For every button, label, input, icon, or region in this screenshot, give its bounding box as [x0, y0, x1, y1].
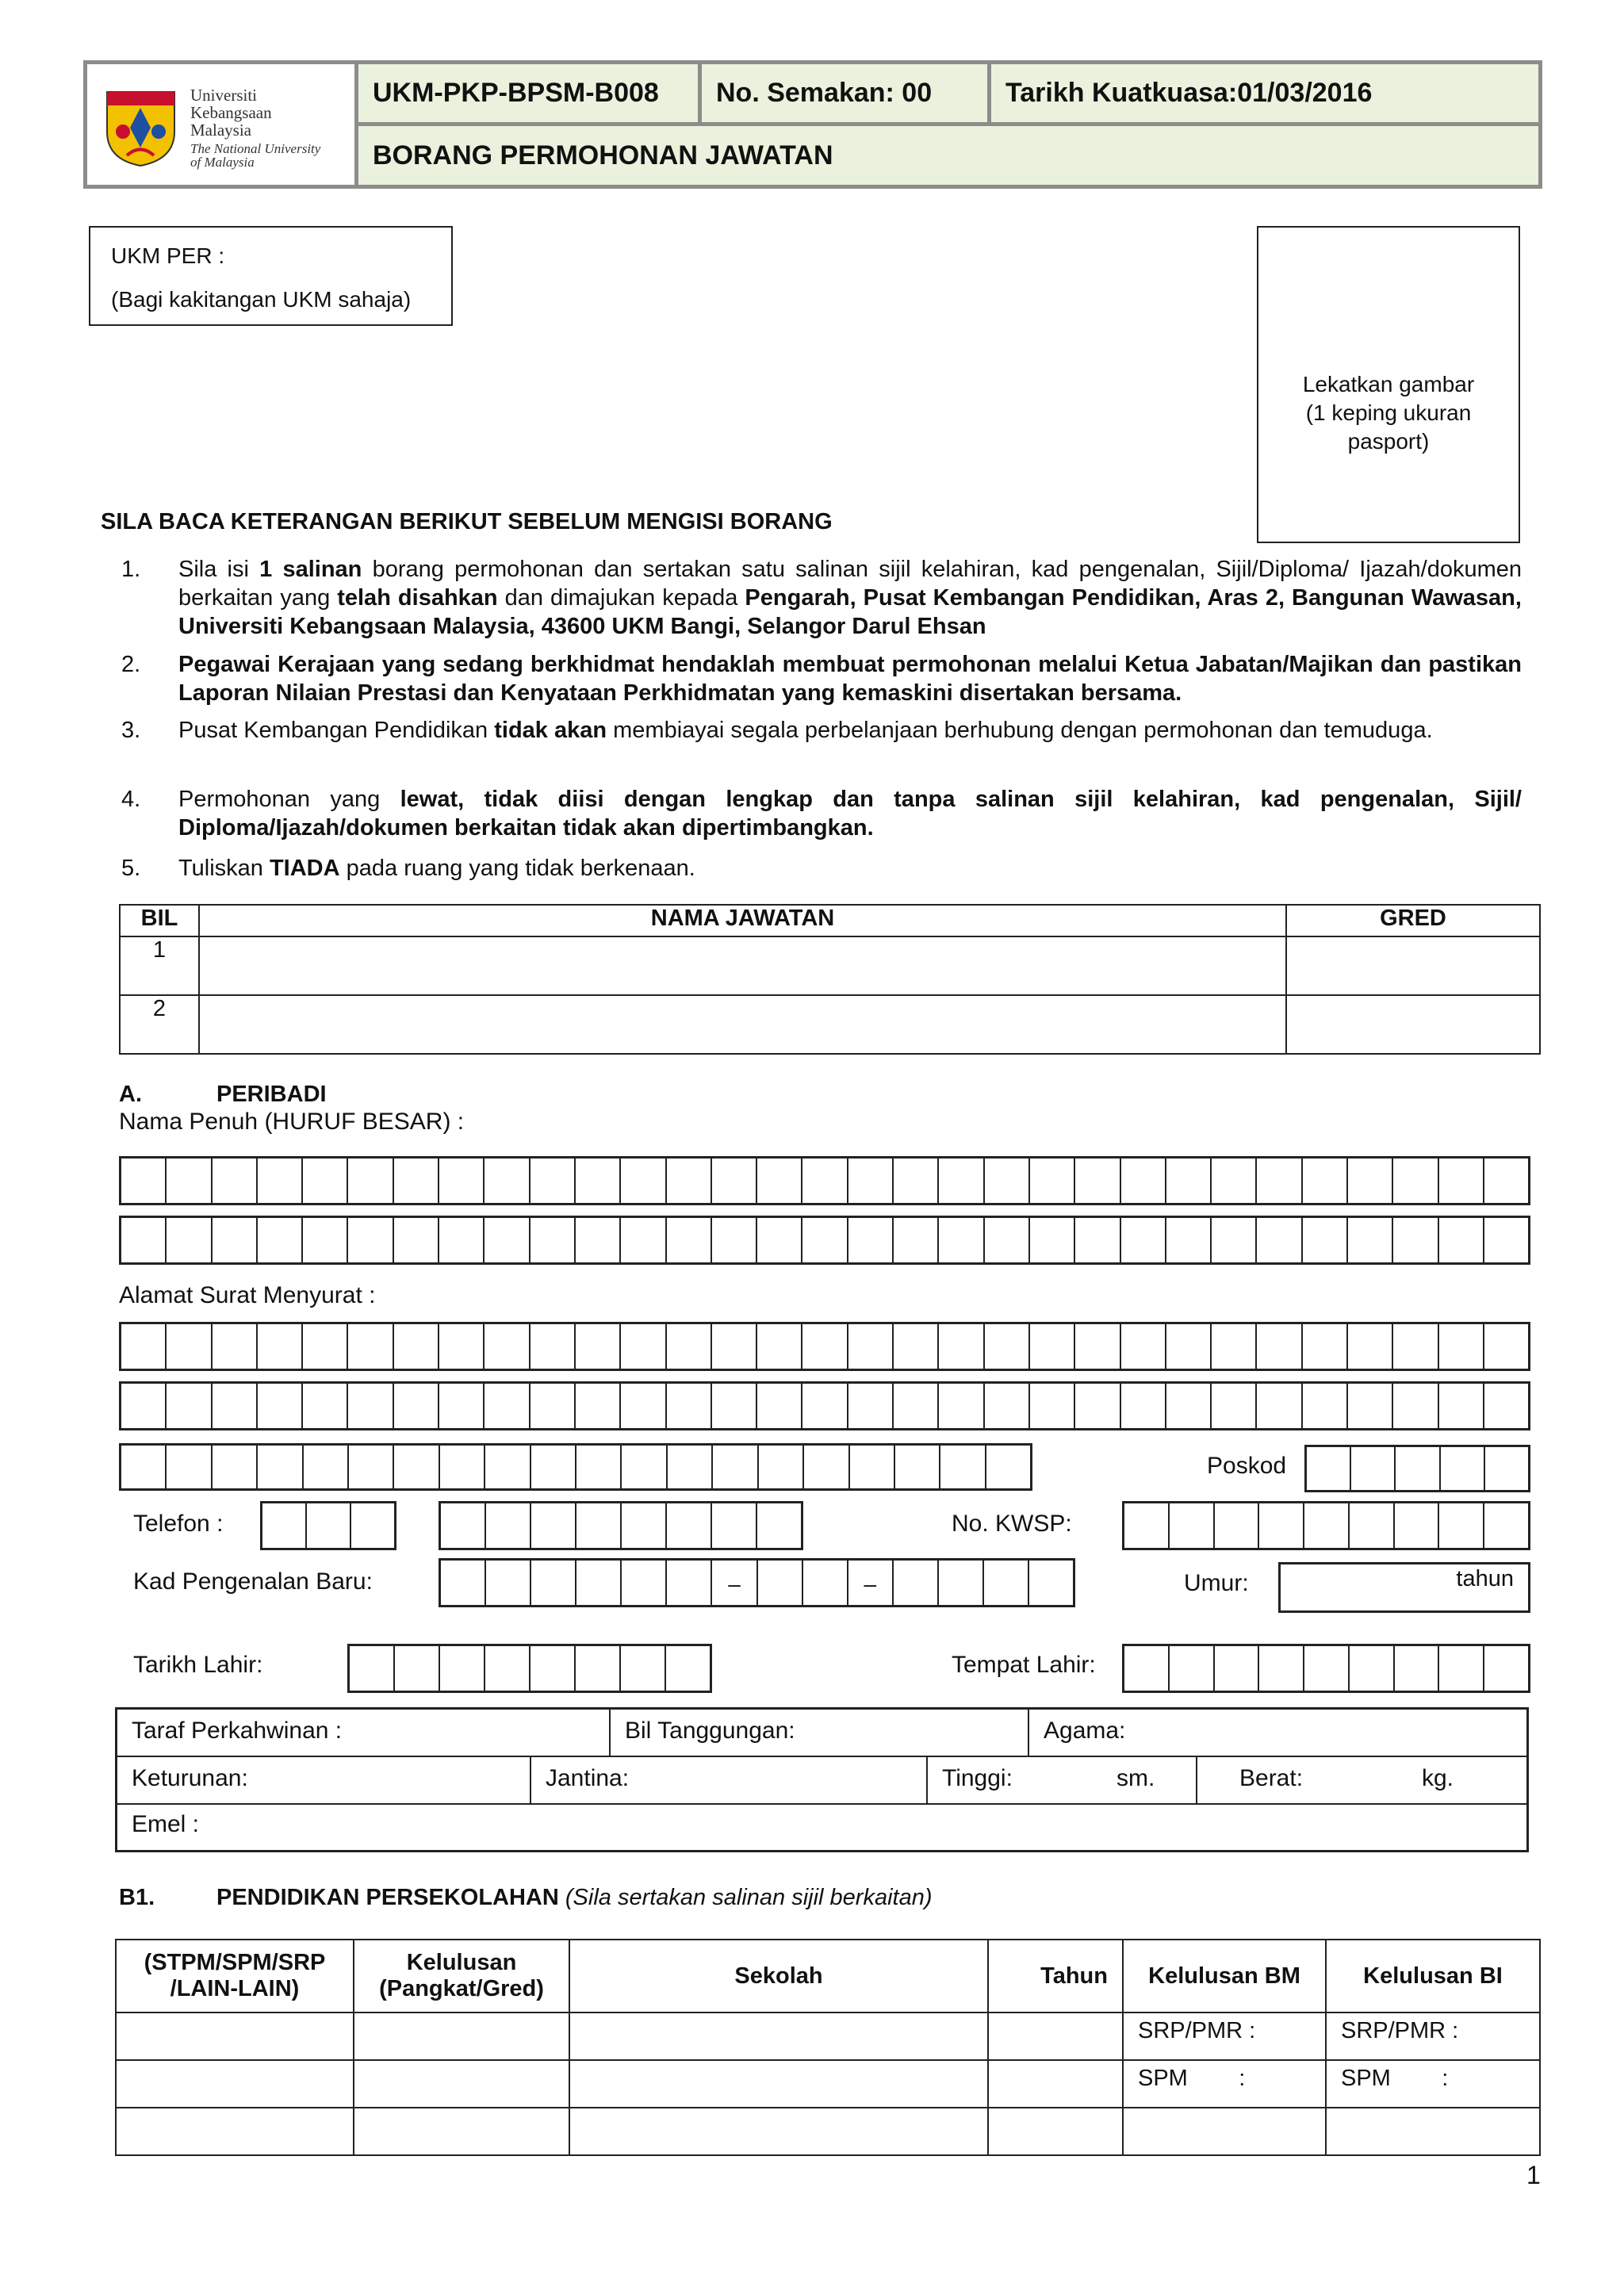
height-unit: sm.: [1116, 1765, 1155, 1791]
item-1-bold-2: telah disahkan: [337, 585, 498, 611]
staff-box-line2: (Bagi kakitangan UKM sahaja): [111, 287, 412, 312]
instruction-item-2: Pegawai Kerajaan yang sedang berkhidmat hendaklah membuat permohonan melalui Ketua Jabatan/Majikan dan pastikan Laporan Nilaian Prestasi dan Kenyataan Perkhidmatan yang kemaskini disertakan bersama.: [178, 652, 1522, 706]
year-cell[interactable]: [988, 2108, 1123, 2155]
logo-text: [190, 86, 320, 169]
item-5-text: Tuliskan: [178, 856, 270, 881]
dependents-label: Bil Tanggungan:: [625, 1718, 795, 1744]
header-c2a: Kelulusan: [406, 1950, 517, 1975]
result-cell[interactable]: [354, 2060, 569, 2108]
section-a-title: PERIBADI: [216, 1082, 327, 1107]
bm-spm-cell[interactable]: SPM :: [1123, 2060, 1326, 2108]
photo-box: [1257, 226, 1520, 543]
col-bil: BIL: [120, 905, 199, 936]
bi-srp-cell[interactable]: SRP/PMR :: [1326, 2013, 1540, 2060]
logo-area: [87, 64, 354, 185]
section-b1-letter: B1.: [119, 1885, 155, 1910]
ic-number-input[interactable]: [439, 1558, 1075, 1607]
dob-input[interactable]: [347, 1644, 712, 1693]
item-5-number: 5.: [121, 856, 141, 881]
age-input[interactable]: [1278, 1562, 1530, 1613]
year-cell[interactable]: [988, 2060, 1123, 2108]
email-label: Emel :: [132, 1811, 200, 1837]
ic-dash-2: –: [848, 1561, 894, 1605]
instructions-heading: SILA BACA KETERANGAN BERIKUT SEBELUM MENGISI BORANG: [101, 509, 833, 534]
phone-prefix-input[interactable]: [260, 1501, 396, 1550]
row-number: 1: [120, 936, 199, 995]
grade-cell[interactable]: [1286, 936, 1540, 995]
col-result: [354, 1940, 569, 2013]
logo-line-4: The National University: [190, 141, 321, 156]
item-1-bold: 1 salinan: [259, 557, 362, 582]
logo-line-2: Kebangsaan: [190, 103, 272, 122]
phone-label: Telefon :: [133, 1511, 224, 1537]
result-cell[interactable]: [354, 2013, 569, 2060]
full-name-line-2[interactable]: [119, 1216, 1530, 1265]
section-b1-title: PENDIDIKAN PERSEKOLAHAN: [216, 1885, 559, 1910]
section-b1-heading: [216, 1883, 933, 1912]
item-3-text: Pusat Kembangan Pendidikan: [178, 718, 495, 743]
row-number: 2: [120, 995, 199, 1054]
table-row: [116, 2060, 1540, 2108]
dob-label: Tarikh Lahir:: [133, 1652, 263, 1678]
bm-srp-cell[interactable]: SRP/PMR :: [1123, 2013, 1326, 2060]
photo-line1: Lekatkan gambar: [1302, 372, 1475, 396]
table-row: [120, 936, 1540, 995]
photo-line2: (1 keping ukuran: [1305, 400, 1472, 425]
school-cell[interactable]: [569, 2013, 988, 2060]
ukm-crest-icon: [103, 88, 178, 167]
item-3-number: 3.: [121, 718, 141, 743]
col-gred: GRED: [1286, 905, 1540, 936]
weight-unit: kg.: [1422, 1765, 1454, 1791]
address-line-3[interactable]: [119, 1443, 1032, 1491]
personal-details-grid: [115, 1707, 1529, 1852]
job-name-cell[interactable]: [199, 936, 1286, 995]
logo-line-1: Universiti: [190, 86, 257, 105]
staff-box-line1: UKM PER :: [111, 243, 225, 268]
form-title: BORANG PERMOHONAN JAWATAN: [358, 126, 1538, 185]
grade-cell[interactable]: [1286, 995, 1540, 1054]
staff-box: [89, 226, 453, 326]
item-1-text-3: dan dimajukan kepada: [497, 585, 745, 611]
bi-spm-cell[interactable]: SPM :: [1326, 2060, 1540, 2108]
qualification-cell[interactable]: [116, 2060, 354, 2108]
col-year: Tahun: [988, 1940, 1123, 2013]
postcode-label: Poskod: [1207, 1453, 1287, 1479]
job-table: [119, 904, 1541, 1055]
instruction-item-4: [178, 785, 1522, 842]
item-3-text-2: membiayai segala perbelanjaan berhubung dengan permohonan dan temuduga.: [607, 718, 1433, 743]
logo-line-5: of Malaysia: [190, 155, 255, 170]
item-5-text-2: pada ruang yang tidak berkenaan.: [339, 856, 695, 881]
gender-label: Jantina:: [546, 1765, 630, 1791]
pob-input[interactable]: [1122, 1644, 1530, 1693]
weight-label: Berat:: [1239, 1765, 1304, 1791]
item-1-text: Sila isi: [178, 557, 260, 582]
table-row: [116, 2013, 1540, 2060]
ic-label: Kad Pengenalan Baru:: [133, 1568, 373, 1595]
col-school: Sekolah: [569, 1940, 988, 2013]
address-line-2[interactable]: [119, 1381, 1530, 1430]
form-header: [83, 60, 1542, 189]
height-label: Tinggi:: [942, 1765, 1013, 1791]
form-code: UKM-PKP-BPSM-B008: [358, 64, 698, 122]
full-name-label: Nama Penuh (HURUF BESAR) :: [119, 1109, 465, 1135]
postcode-input[interactable]: [1304, 1445, 1530, 1492]
logo-line-3: Malaysia: [190, 121, 251, 140]
header-c1a: (STPM/SPM/SRP: [144, 1950, 326, 1975]
effective-date: Tarikh Kuatkuasa:01/03/2016: [991, 64, 1538, 122]
address-line-1[interactable]: [119, 1322, 1530, 1371]
col-nama-jawatan: NAMA JAWATAN: [199, 905, 1286, 936]
col-qualification-type: [116, 1940, 354, 2013]
page-number: 1: [1526, 2161, 1541, 2189]
section-b1-note: (Sila sertakan salinan sijil berkaitan): [565, 1885, 933, 1910]
age-label: Umur:: [1184, 1570, 1249, 1596]
qualification-cell[interactable]: [116, 2013, 354, 2060]
kwsp-input[interactable]: [1122, 1501, 1530, 1550]
marital-status-label: Taraf Perkahwinan :: [132, 1718, 343, 1744]
table-row: [116, 2108, 1540, 2155]
col-bi: Kelulusan BI: [1326, 1940, 1540, 2013]
age-unit: tahun: [1456, 1566, 1514, 1591]
qualification-cell[interactable]: [116, 2108, 354, 2155]
col-bm: Kelulusan BM: [1123, 1940, 1326, 2013]
header-c1b: /LAIN-LAIN): [170, 1976, 300, 2001]
school-cell[interactable]: [569, 2060, 988, 2108]
item-4-bold: lewat, tidak diisi dengan lengkap dan tanpa salinan sijil kelahiran, kad pengenalan, Sijil/ Diploma/Ijazah/dokumen berkaitan tidak akan dipertimbangkan.: [178, 787, 1522, 841]
instruction-item-3: [178, 716, 1522, 745]
item-3-bold: tidak akan: [494, 718, 607, 743]
item-1-bold-3: Pengarah, Pusat Kembangan Pendidikan, Aras 2, Bangunan Wawasan, Universiti Kebangsaan Malaysia, 43600 UKM Bangi, Selangor Darul Ehsan: [178, 585, 1522, 639]
kwsp-label: No. KWSP:: [952, 1511, 1072, 1537]
year-cell[interactable]: [988, 2013, 1123, 2060]
photo-line3: pasport): [1347, 429, 1430, 454]
section-a-letter: A.: [119, 1082, 142, 1107]
result-cell[interactable]: [354, 2108, 569, 2155]
table-row: [120, 995, 1540, 1054]
item-5-bold: TIADA: [269, 856, 340, 881]
instruction-item-1: [178, 555, 1522, 641]
race-label: Keturunan:: [132, 1765, 248, 1791]
item-2-number: 2.: [121, 652, 141, 677]
religion-label: Agama:: [1044, 1718, 1126, 1744]
header-c2b: (Pangkat/Gred): [379, 1976, 544, 2001]
item-1-number: 1.: [121, 557, 141, 582]
pob-label: Tempat Lahir:: [952, 1652, 1096, 1678]
ic-dash-1: –: [712, 1561, 757, 1605]
bi-cell[interactable]: [1326, 2108, 1540, 2155]
address-label: Alamat Surat Menyurat :: [119, 1282, 376, 1308]
revision-number: No. Semakan: 00: [702, 64, 987, 122]
bm-cell[interactable]: [1123, 2108, 1326, 2155]
full-name-line-1[interactable]: [119, 1156, 1530, 1205]
education-table: [115, 1939, 1541, 2156]
item-4-number: 4.: [121, 787, 141, 812]
instruction-item-5: [178, 854, 1522, 883]
phone-number-input[interactable]: [439, 1501, 803, 1550]
item-4-text: Permohonan yang: [178, 787, 400, 812]
job-name-cell[interactable]: [199, 995, 1286, 1054]
item-1-text-2: borang permohonan dan sertakan satu salinan sijil kelahiran, kad pengenalan, Sijil/Diploma/ Ijazah/dokumen berkaitan yang: [178, 557, 1522, 611]
school-cell[interactable]: [569, 2108, 988, 2155]
